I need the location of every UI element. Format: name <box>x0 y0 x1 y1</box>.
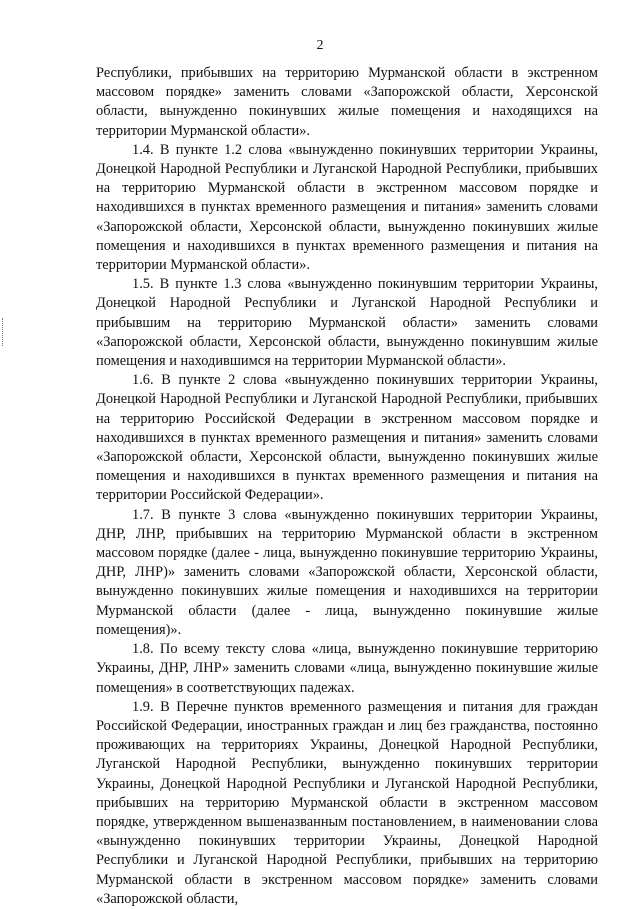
paragraph-item-1-5: 1.5. В пункте 1.3 слова «вынужденно покинувшим территории Украины, Донецкой Народной Республики и Луганской Народной Республики и прибывшим на территорию Мурманской области» заменить словами «Запорожской области, Херсонской области, вынужденно покинувшим жилые помещения и находившимся на территории Мурманской области». <box>96 276 598 370</box>
paragraph-item-1-4: 1.4. В пункте 1.2 слова «вынужденно покинувших территории Украины, Донецкой Народной Республики и Луганской Народной Республики, прибывших на территорию Мурманской области в экстренном массовом порядке и находившихся в пунктах временного размещения и питания» заменить словами «Запорожской области, Херсонской области, вынужденно покинувших жилые помещения и находившихся в пунктах временного размещения и питания на территории Мурманской области». <box>96 141 598 274</box>
paragraph-item-1-8: 1.8. По всему тексту слова «лица, вынужденно покинувшие территорию Украины, ДНР, ЛНР» заменить словами «лица, вынужденно покинувшие жилые помещения» в соответствующих падежах. <box>96 641 598 696</box>
document-body <box>96 64 598 909</box>
margin-mark <box>2 318 5 346</box>
page-number: 2 <box>316 38 324 53</box>
paragraph-item-1-6: 1.6. В пункте 2 слова «вынужденно покинувших территории Украины, Донецкой Народной Республики и Луганской Народной Республики, прибывших на территорию Российской Федерации в экстренном массовом порядке и находившихся в пунктах временного размещения и питания» заменить словами «Запорожской области, Херсонской области, вынужденно покинувших жилые помещения и находившихся в пунктах временного размещения и питания на территории Российской Федерации». <box>96 372 598 504</box>
paragraph-continuation: Республики, прибывших на территорию Мурманской области в экстренном массовом порядке» заменить словами «Запорожской области, Херсонской области, вынужденно покинувших жилые помещения и находящихся на территории Мурманской области». <box>96 65 598 139</box>
paragraph-item-1-7: 1.7. В пункте 3 слова «вынужденно покинувших территории Украины, ДНР, ЛНР, прибывших на территорию Мурманской области в экстренном массовом порядке (далее - лица, вынужденно покинувшие территорию Украины, ДНР, ЛНР)» заменить словами «Запорожской области, Херсонской области, вынужденно покинувших жилые помещения и находившихся на территории Мурманской области (далее - лица, вынужденно покинувшие жилые помещения)». <box>96 506 598 638</box>
paragraph-item-1-9: 1.9. В Перечне пунктов временного размещения и питания для граждан Российской Федерации, иностранных граждан и лиц без гражданства, постоянно проживающих на территориях Украины, Донецкой Народной Республики, Луганской Народной Республики, вынужденно покинувших территории Украины, Донецкой Народной Республики и Луганской Народной Республики, прибывших на территорию Мурманской области в экстренном массовом порядке, утвержденном вышеназванным постановлением, в наименовании слова «вынужденно покинувших территории Украины, Донецкой Народной Республики и Луганской Народной Республики, прибывших на территорию Мурманской области в экстренном массовом порядке» заменить словами «Запорожской области, <box>96 698 598 907</box>
